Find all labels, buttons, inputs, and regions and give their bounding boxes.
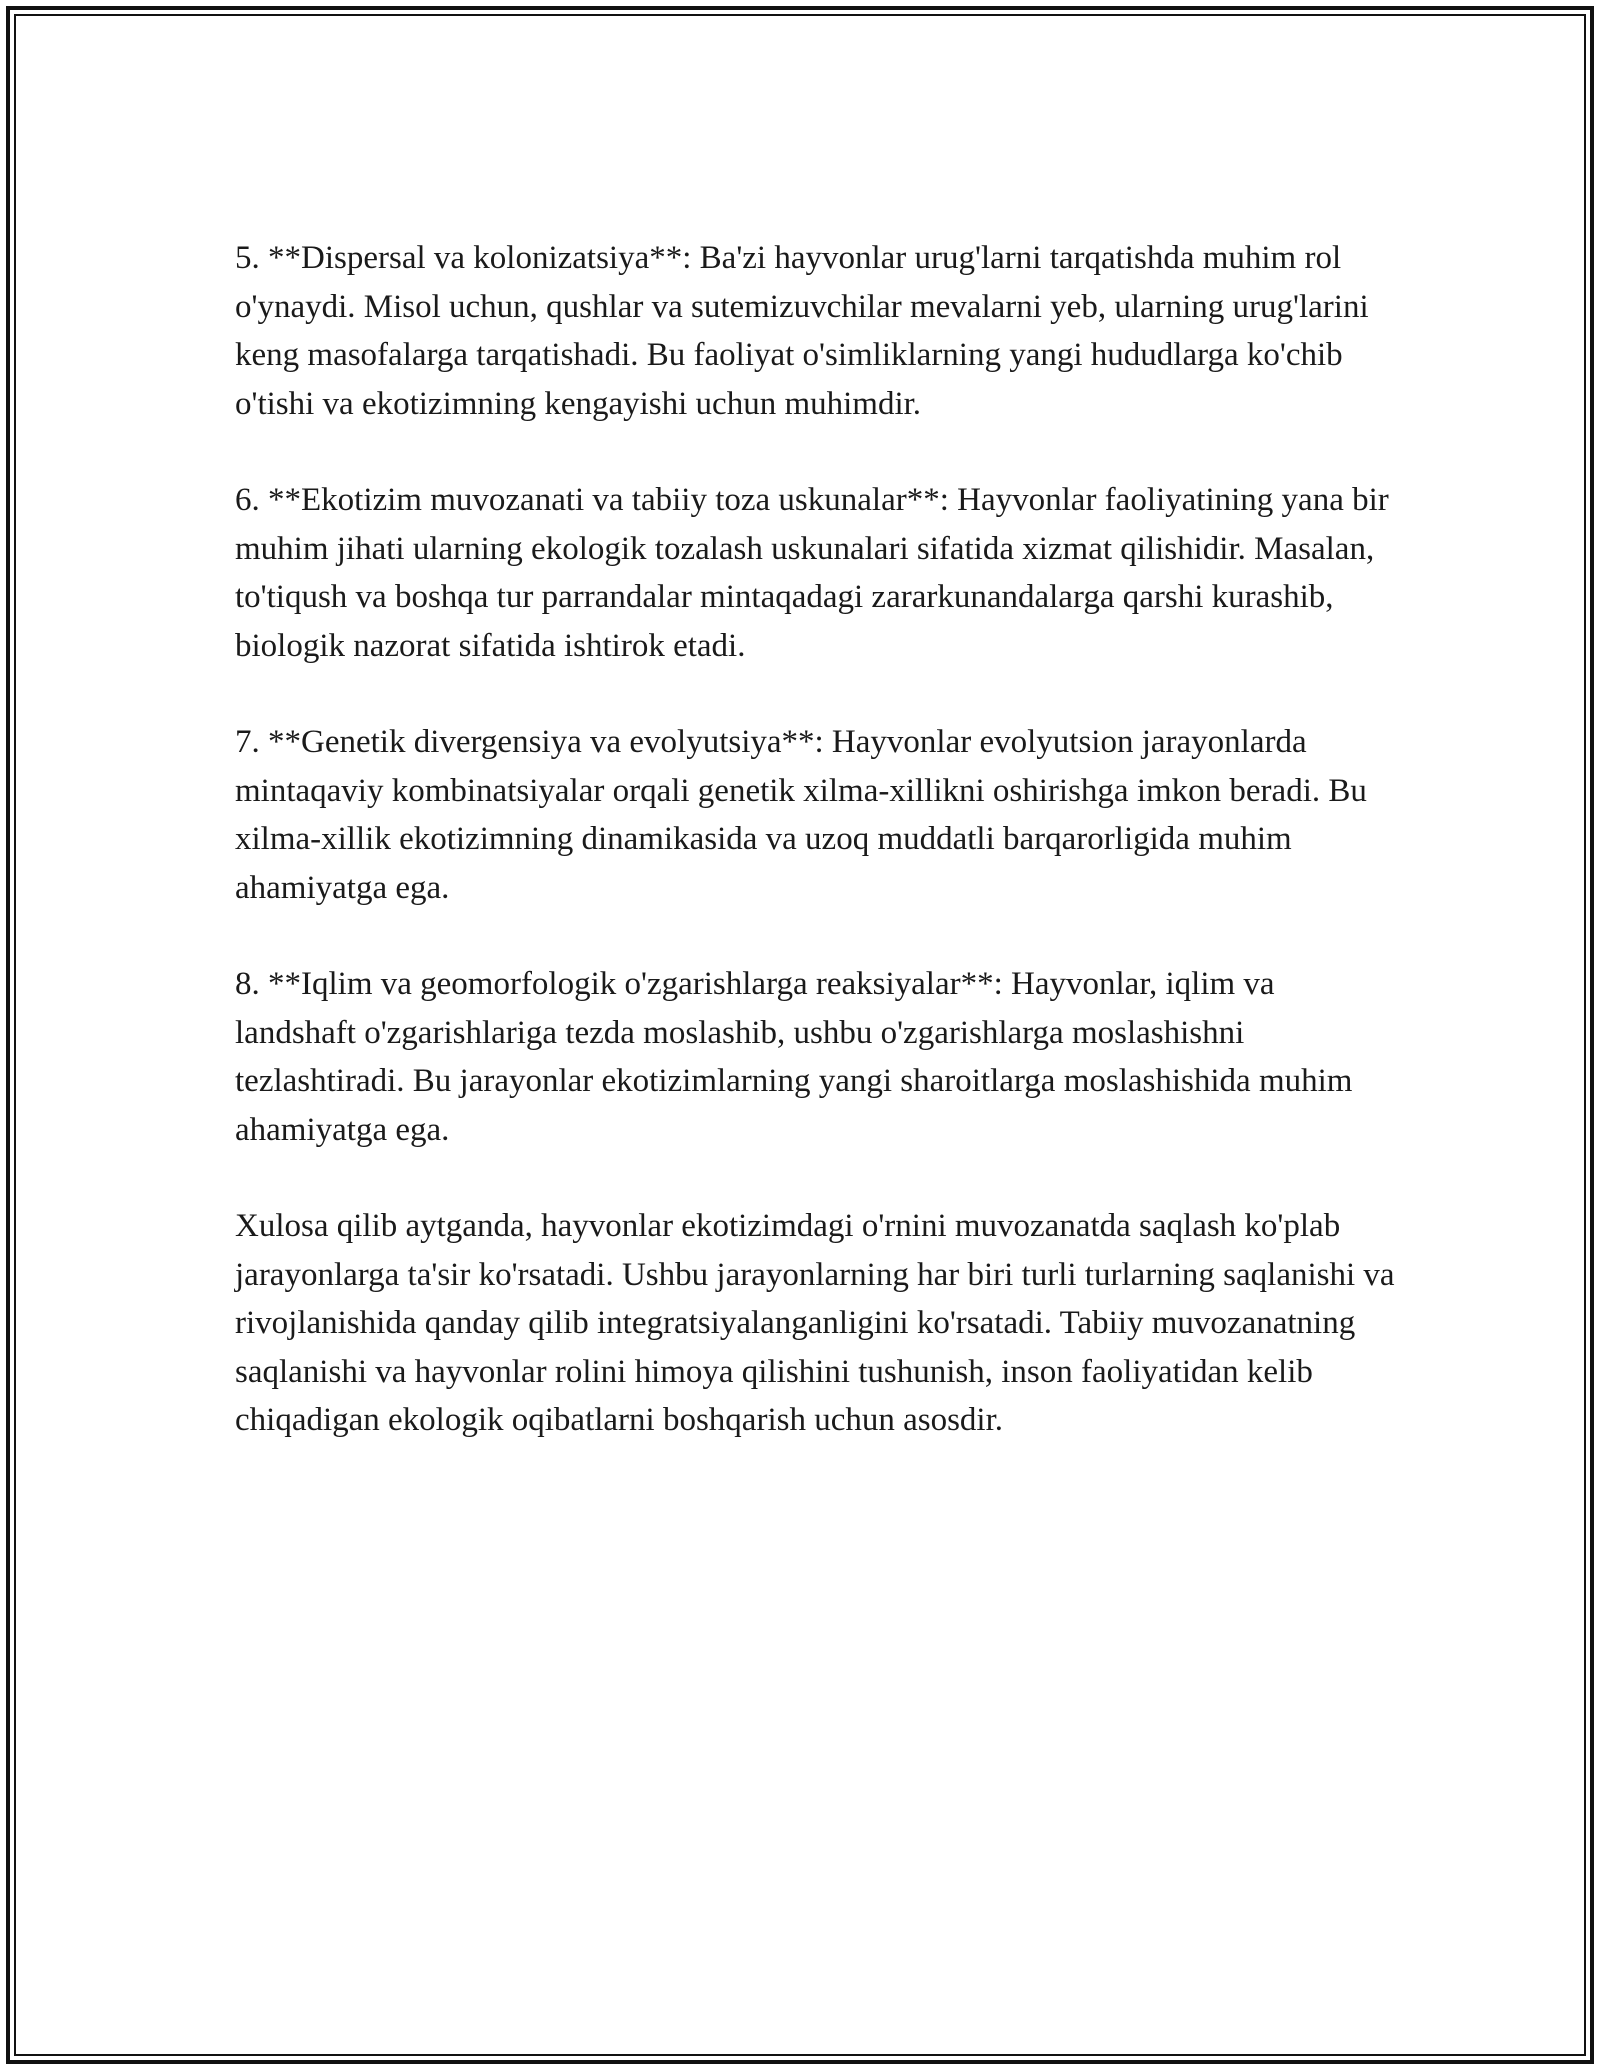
- paragraph-genetic-divergence: 7. **Genetik divergensiya va evolyutsiya**: Hayvonlar evolyutsion jarayonlarda mintaqaviy kombinatsiyalar orqali genetik xilma-xillikni oshirishga imkon beradi. Bu xilma-xillik ekotizimning dinamikasida va uzoq muddatli barqarorligida muhim ahamiyatga ega.: [235, 724, 1367, 906]
- paragraph-dispersal: 5. **Dispersal va kolonizatsiya**: Ba'zi hayvonlar urug'larni tarqatishda muhim rol o'ynaydi. Misol uchun, qushlar va sutemizuvchilar mevalarni yeb, ularning urug'larini keng masofalarga tarqatishadi. Bu faoliyat o'simliklarning yangi hududlarga ko'chib o'tishi va ekotizimning kengayishi uchun muhimdir.: [235, 240, 1369, 422]
- paragraph-ecosystem-balance: 6. **Ekotizim muvozanati va tabiiy toza uskunalar**: Hayvonlar faoliyatining yana bir muhim jihati ularning ekologik tozalash uskunalari sifatida xizmat qilishidir. Masalan, to'tiqush va boshqa tur parrandalar mintaqadagi zararkunandalarga qarshi kurashib, biologik nazorat sifatida ishtirok etadi.: [235, 482, 1389, 664]
- paragraph-climate-reactions: 8. **Iqlim va geomorfologik o'zgarishlarga reaksiyalar**: Hayvonlar, iqlim va landshaft o'zgarishlariga tezda moslashib, ushbu o'zgarishlarga moslashishni tezlashtiradi. Bu jarayonlar ekotizimlarning yangi sharoitlarga moslashishida muhim ahamiyatga ega.: [235, 966, 1353, 1148]
- paragraph-conclusion: Xulosa qilib aytganda, hayvonlar ekotizimdagi o'rnini muvozanatda saqlash ko'plab jarayonlarga ta'sir ko'rsatadi. Ushbu jarayonlarning har biri turli turlarning saqlanishi va rivojlanishida qanday qilib integratsiyalanganligini ko'rsatadi. Tabiiy muvozanatning saqlanishi va hayvonlar rolini himoya qilishini tushunish, inson faoliyatidan kelib chiqadigan ekologik oqibatlarni boshqarish uchun asosdir.: [235, 1208, 1395, 1438]
- document-body: [235, 234, 1395, 1493]
